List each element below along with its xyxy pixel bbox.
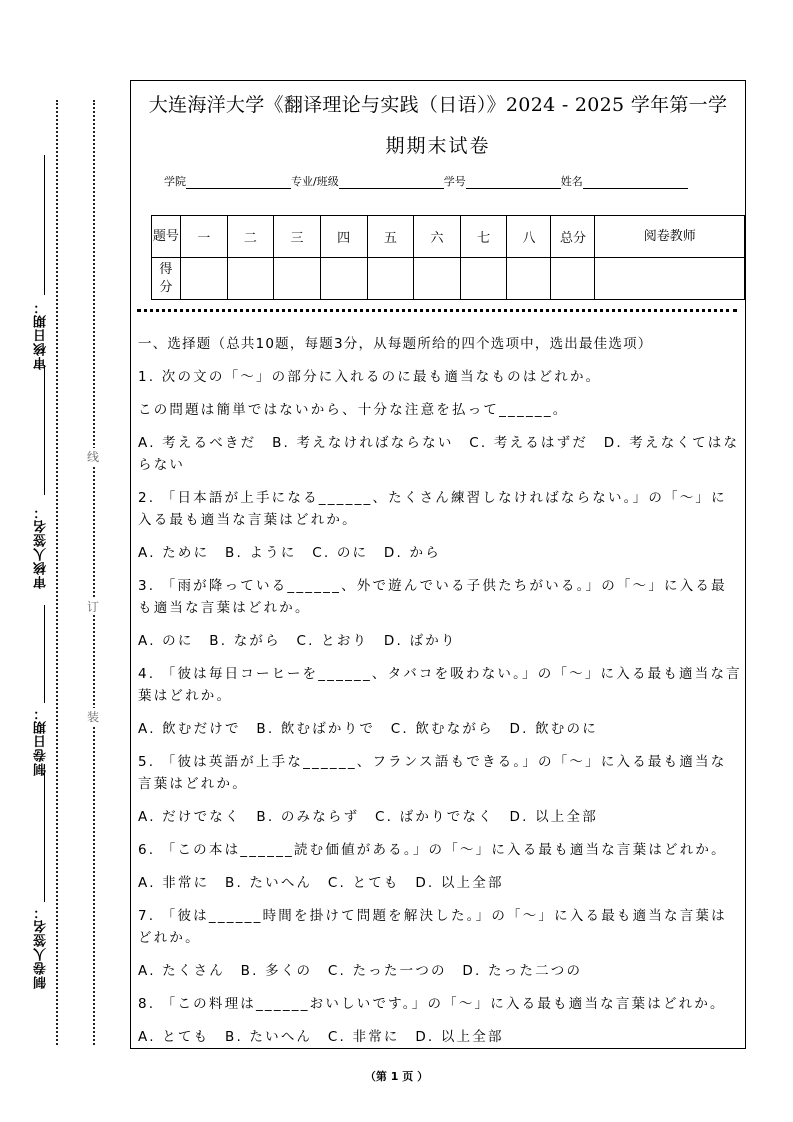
review-date-label: 审核日期：: [34, 300, 49, 370]
question-options: A. だけでなく B. のみならず C. ばかりでなく D. 以上全部: [138, 809, 598, 825]
college-field[interactable]: [186, 176, 291, 189]
cut-mark-staple: 订: [87, 600, 100, 614]
question-stem: 1. 次の文の「～」の部分に入れるのに最も適当なものはどれか。: [138, 369, 602, 385]
question-options: A. たくさん B. 多くの C. たった一つの D. たった二つの: [138, 963, 583, 979]
major-class-field[interactable]: [339, 176, 444, 189]
score-cell[interactable]: [551, 258, 595, 300]
college-label: 学院: [164, 175, 186, 188]
score-cell[interactable]: [460, 258, 507, 300]
review-date-line: [44, 155, 45, 295]
col-1: 一: [180, 216, 227, 258]
score-cell[interactable]: [414, 258, 461, 300]
question-number-label: 题号: [152, 216, 181, 258]
col-grader: 阅卷教师: [595, 216, 745, 258]
col-total: 总分: [551, 216, 595, 258]
binding-dotted-line-outer: [56, 100, 58, 1045]
score-table-header-row: [152, 216, 745, 258]
score-cell[interactable]: [595, 258, 745, 300]
question-options: A. ために B. ように C. のに D. から: [138, 545, 441, 561]
question-stem: 8. 「この料理は______おいしいです。」の「～」に入る最も適当な言葉はどれか。: [138, 996, 726, 1012]
reviewer-signature-label: 审核人签名：: [34, 505, 49, 589]
score-table: [151, 215, 745, 300]
binding-dotted-line-inner: [93, 100, 95, 1045]
question-stem: 2. 「日本語が上手になる______、たくさん練習しなければならない。」の「～」に入る最も適当な言葉はどれか。: [138, 490, 727, 528]
col-3: 三: [274, 216, 321, 258]
question-options: A. のに B. ながら C. とおり D. ばかり: [138, 633, 457, 649]
score-cell[interactable]: [367, 258, 414, 300]
question-stem: 5. 「彼は英語が上手な______、フランス語もできる。」の「～」に入る最も適当な言葉はどれか。: [138, 754, 727, 792]
compile-date-line: [44, 605, 45, 703]
student-id-label: 学号: [443, 175, 466, 188]
score-table-score-row: [152, 258, 745, 300]
question-stem: 3. 「雨が降っている______、外で遊んでいる子供たちがいる。」の「～」に入る最も適当な言葉はどれか。: [138, 578, 727, 616]
separator-dotted-line: [137, 309, 737, 312]
score-cell[interactable]: [507, 258, 551, 300]
score-cell[interactable]: [274, 258, 321, 300]
col-7: 七: [460, 216, 507, 258]
question-stem: 4. 「彼は毎日コーヒーを______、タバコを吸わない。」の「～」に入る最も適当な言葉はどれか。: [138, 666, 742, 704]
question-options: A. とても B. たいへん C. 非常に D. 以上全部: [138, 1029, 504, 1045]
score-cell[interactable]: [320, 258, 367, 300]
cut-mark-bind: 装: [87, 710, 100, 724]
student-id-field[interactable]: [466, 176, 561, 189]
col-4: 四: [320, 216, 367, 258]
student-info-row: [164, 173, 688, 189]
exam-frame: [130, 80, 746, 1049]
major-class-label: 专业/班级: [291, 175, 339, 188]
compiler-signature-label: 制卷人签名：: [34, 905, 49, 989]
col-6: 六: [414, 216, 461, 258]
col-5: 五: [367, 216, 414, 258]
page-number: （第 1 页 ）: [364, 1070, 429, 1083]
question-stem: 7. 「彼は______時間を掛けて問題を解決した。」の「～」に入る最も適当な言葉はどれか。: [138, 908, 727, 946]
section-heading: 一、选择题（总共10题，每题3分，从每题所给的四个选项中，选出最佳选项）: [138, 336, 653, 352]
question-options: A. 飲むだけで B. 飲むばかりで C. 飲むながら D. 飲むのに: [138, 721, 598, 737]
question-options: A. 考えるべきだ B. 考えなければならない C. 考えるはずだ D. 考えなくてはならない: [138, 435, 740, 473]
col-2: 二: [227, 216, 274, 258]
question-sentence: この問題は簡単ではないから、十分な注意を払って______。: [138, 402, 569, 418]
name-label: 姓名: [560, 175, 583, 188]
col-8: 八: [507, 216, 551, 258]
compiler-signature-line: [44, 770, 45, 902]
question-stem: 6. 「この本は______読む価値がある。」の「～」に入る最も適当な言葉はどれか。: [138, 842, 727, 858]
name-field[interactable]: [583, 176, 688, 189]
exam-subtitle: 期期末试卷: [385, 135, 491, 157]
question-options: A. 非常に B. たいへん C. とても D. 以上全部: [138, 875, 504, 891]
reviewer-signature-line: [44, 365, 45, 495]
section-choice: [138, 333, 742, 1059]
score-cell[interactable]: [227, 258, 274, 300]
score-cell[interactable]: [180, 258, 227, 300]
compile-date-label: 制卷日期：: [34, 706, 49, 776]
exam-title: 大连海洋大学《翻译理论与实践（日语）》2024 - 2025 学年第一学: [148, 94, 728, 116]
cut-mark-line: 线: [87, 450, 100, 464]
score-label: 得分: [152, 258, 181, 300]
